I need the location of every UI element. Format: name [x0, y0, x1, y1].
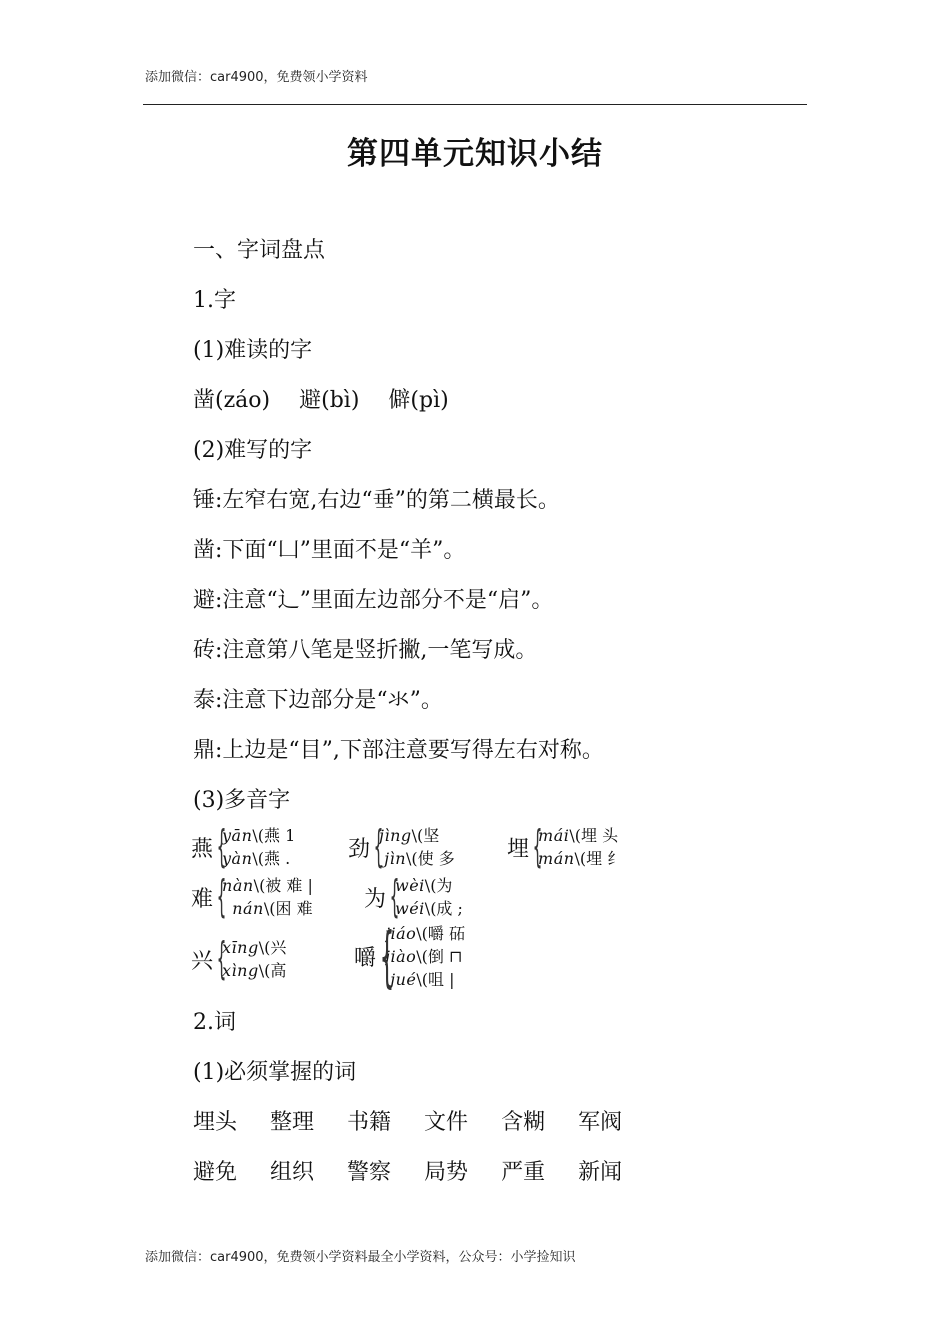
brace-icon: { [216, 871, 227, 922]
brace-icon: { [379, 917, 395, 995]
polyphone-group [348, 821, 491, 872]
word-item: 局势 [424, 1160, 469, 1185]
word-item: 整理 [270, 1110, 315, 1135]
example-word: \(倒 ⊓ [416, 947, 463, 966]
words-heading: 2.词 [193, 1010, 236, 1035]
hard-write-item: 锤:左窄右宽,右边“垂”的第二横最长。 [193, 488, 560, 513]
page-header: 添加微信：car4900，免费领小学资料 [145, 70, 368, 85]
polyphone-heading: (3)多音字 [193, 788, 291, 813]
hard-write-item: 鼎:上边是“目”,下部注意要写得左右对称。 [193, 738, 604, 763]
pinyin: mán [538, 849, 575, 868]
polyphone-char: 埋 [507, 836, 530, 862]
polyphone-group [507, 821, 644, 872]
pinyin: wéi [395, 899, 425, 918]
example-word: \(为 [424, 876, 453, 895]
hard-write-item: 凿:下面“凵”里面不是“羊”。 [193, 538, 466, 563]
hard-write-heading: (2)难写的字 [193, 438, 313, 463]
section-heading: 一、字词盘点 [193, 238, 326, 263]
pinyin: xīng [222, 938, 259, 957]
brace-icon: { [389, 871, 400, 922]
example-word: \(埋 头 [569, 826, 619, 845]
pinyin: wèi [395, 876, 425, 895]
brace-icon: { [532, 821, 543, 872]
example-word: \(兴 [258, 938, 287, 957]
polyphone-group [191, 933, 312, 984]
example-word: \(困 难 [263, 899, 313, 918]
pinyin: nàn [222, 876, 254, 895]
pinyin: jìn [384, 849, 406, 868]
polyphone-group [364, 871, 495, 922]
word-item: 严重 [501, 1160, 546, 1185]
word-row [193, 1108, 622, 1138]
word-item: 警察 [347, 1160, 392, 1185]
polyphone-group [354, 917, 497, 995]
brace-icon: { [216, 933, 227, 984]
example-word: \(咀 | [416, 970, 455, 989]
word-item: 新闻 [578, 1160, 623, 1185]
example-word: \(嚼 砳 [416, 924, 465, 943]
word-item: 组织 [270, 1160, 315, 1185]
polyphone-char: 劲 [348, 836, 371, 862]
hard-write-item: 避:注意“辶”里面左边部分不是“启”。 [193, 588, 554, 613]
pinyin: jué [390, 970, 417, 989]
hard-read-heading: (1)难读的字 [193, 338, 313, 363]
pinyin: jiáo [385, 924, 417, 943]
hard-read-item: 僻(pì) [388, 388, 449, 413]
hard-read-item: 避(bì) [299, 388, 360, 413]
pinyin: yàn [222, 849, 253, 868]
word-item: 含糊 [501, 1110, 546, 1135]
pinyin: nán [232, 899, 264, 918]
brace-icon: { [373, 821, 384, 872]
polyphone-char: 燕 [191, 836, 214, 862]
must-know-heading: (1)必须掌握的词 [193, 1060, 357, 1085]
polyphone-char: 为 [364, 886, 387, 912]
word-row [193, 1158, 622, 1188]
word-item: 军阀 [578, 1110, 623, 1135]
example-word: \(坚 [411, 826, 440, 845]
hard-write-item: 泰:注意下边部分是“氺”。 [193, 688, 443, 713]
page-title: 第四单元知识小结 [347, 136, 603, 172]
word-item: 书籍 [347, 1110, 392, 1135]
polyphone-char: 兴 [191, 948, 214, 974]
header-rule [143, 104, 807, 105]
polyphone-group [191, 821, 334, 872]
example-word: \(燕 1 [252, 826, 296, 845]
polyphone-char: 嚼 [354, 946, 377, 971]
example-word: \(使 多 [406, 849, 455, 868]
word-item: 埋头 [193, 1110, 238, 1135]
polyphone-char: 难 [191, 886, 214, 912]
example-word: \(被 难 | [253, 876, 313, 895]
example-word: \(成 ; [424, 899, 463, 918]
example-word: \(高 [258, 961, 287, 980]
word-item: 避免 [193, 1160, 238, 1185]
page-footer: 添加微信：car4900，免费领小学资料最全小学资料，公众号：小学捡知识 [145, 1250, 576, 1265]
pinyin: xìng [222, 961, 259, 980]
example-word: \(埋 纟 [574, 849, 624, 868]
example-word: \(燕 . [252, 849, 291, 868]
brace-icon: { [216, 821, 227, 872]
pinyin: mái [538, 826, 570, 845]
hard-read-item: 凿(záo) [193, 388, 271, 413]
pinyin: jìng [379, 826, 412, 845]
word-item: 文件 [424, 1110, 469, 1135]
hard-write-item: 砖:注意第八笔是竖折撇,一笔写成。 [193, 638, 538, 663]
hard-read-list [193, 386, 449, 416]
polyphone-group [191, 871, 354, 922]
pinyin: yān [222, 826, 253, 845]
pinyin: jiào [385, 947, 417, 966]
chars-heading: 1.字 [193, 288, 236, 313]
